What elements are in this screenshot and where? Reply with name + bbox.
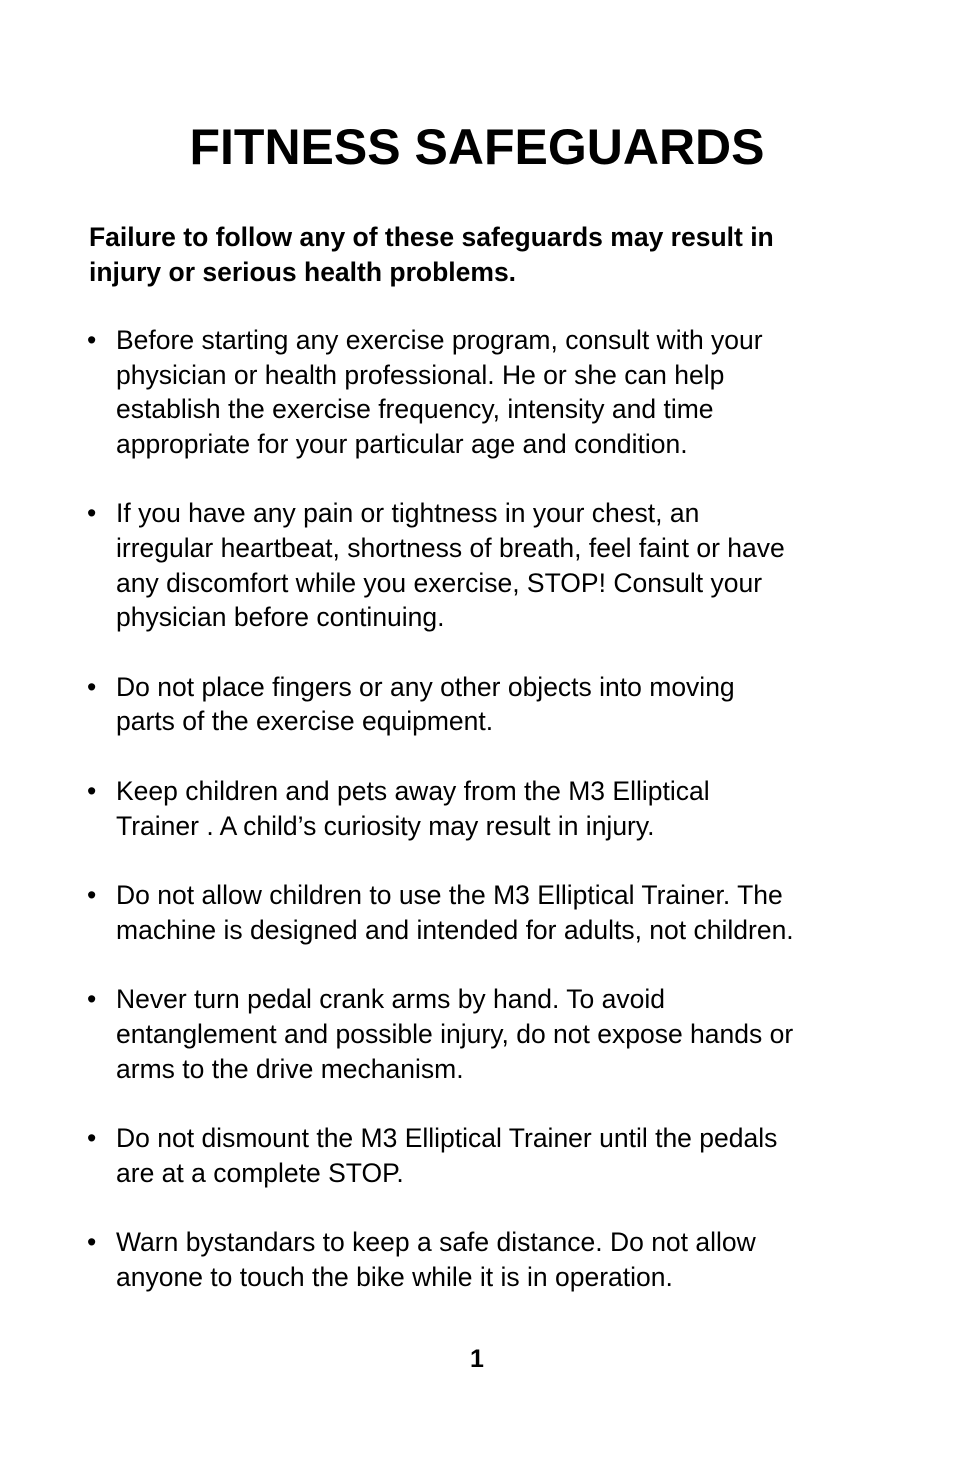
safeguard-line: physician or health professional. He or she can help: [116, 359, 725, 390]
safeguard-line: Do not dismount the M3 Elliptical Trainer until the pedals: [116, 1123, 778, 1154]
bullet-icon: •: [87, 325, 97, 355]
safeguard-line: Warn bystandars to keep a safe distance. Do not allow: [116, 1227, 756, 1258]
safeguard-line: parts of the exercise equipment.: [116, 706, 494, 737]
safeguard-line: Do not place fingers or any other objects into moving: [116, 671, 735, 702]
bullet-icon: •: [87, 984, 97, 1015]
safeguard-item: [87, 1225, 877, 1294]
safeguard-line: appropriate for your particular age and condition.: [116, 428, 688, 459]
safeguard-line: Keep children and pets away from the M3 Elliptical: [116, 775, 710, 806]
safeguard-line: entanglement and possible injury, do not expose hands or: [116, 1018, 794, 1049]
safeguard-item: [87, 496, 877, 634]
safeguard-line: Trainer . A child’s curiosity may result in injury.: [116, 810, 655, 841]
safeguard-item: [87, 982, 877, 1086]
safeguard-line: any discomfort while you exercise, STOP! Consult your: [116, 567, 763, 598]
safeguard-item: [87, 323, 877, 461]
safeguard-line: Never turn pedal crank arms by hand. To avoid: [116, 984, 665, 1015]
safeguard-line: machine is designed and intended for adults, not children.: [116, 914, 794, 945]
bullet-icon: •: [87, 1123, 97, 1154]
warning-line: injury or serious health problems.: [89, 256, 517, 287]
safeguard-line: arms to the drive mechanism.: [116, 1053, 464, 1084]
safeguard-line: physician before continuing.: [116, 602, 445, 633]
safety-warning: [89, 220, 879, 289]
safeguard-line: anyone to touch the bike while it is in operation.: [116, 1261, 673, 1292]
bullet-icon: •: [87, 775, 97, 806]
safeguard-line: Do not allow children to use the M3 Elliptical Trainer. The: [116, 880, 783, 911]
safeguards-list: [87, 323, 877, 1329]
safeguard-line: establish the exercise frequency, intensity and time: [116, 394, 714, 425]
safeguard-item: [87, 1121, 877, 1190]
page-number: 1: [470, 1345, 484, 1373]
safeguard-line: irregular heartbeat, shortness of breath, feel faint or have: [116, 532, 785, 563]
page-title: FITNESS SAFEGUARDS: [189, 119, 765, 175]
safeguard-item: [87, 878, 877, 947]
bullet-icon: •: [87, 880, 97, 911]
safeguard-line: Before starting any exercise program, consult with your: [116, 325, 763, 355]
safeguard-line: are at a complete STOP.: [116, 1157, 404, 1188]
safeguard-item: [87, 670, 877, 739]
bullet-icon: •: [87, 498, 97, 529]
bullet-icon: •: [87, 1227, 97, 1258]
safeguard-line: If you have any pain or tightness in your chest, an: [116, 498, 700, 529]
warning-line: Failure to follow any of these safeguards may result in: [89, 222, 774, 252]
bullet-icon: •: [87, 671, 97, 702]
safeguard-item: [87, 774, 877, 843]
